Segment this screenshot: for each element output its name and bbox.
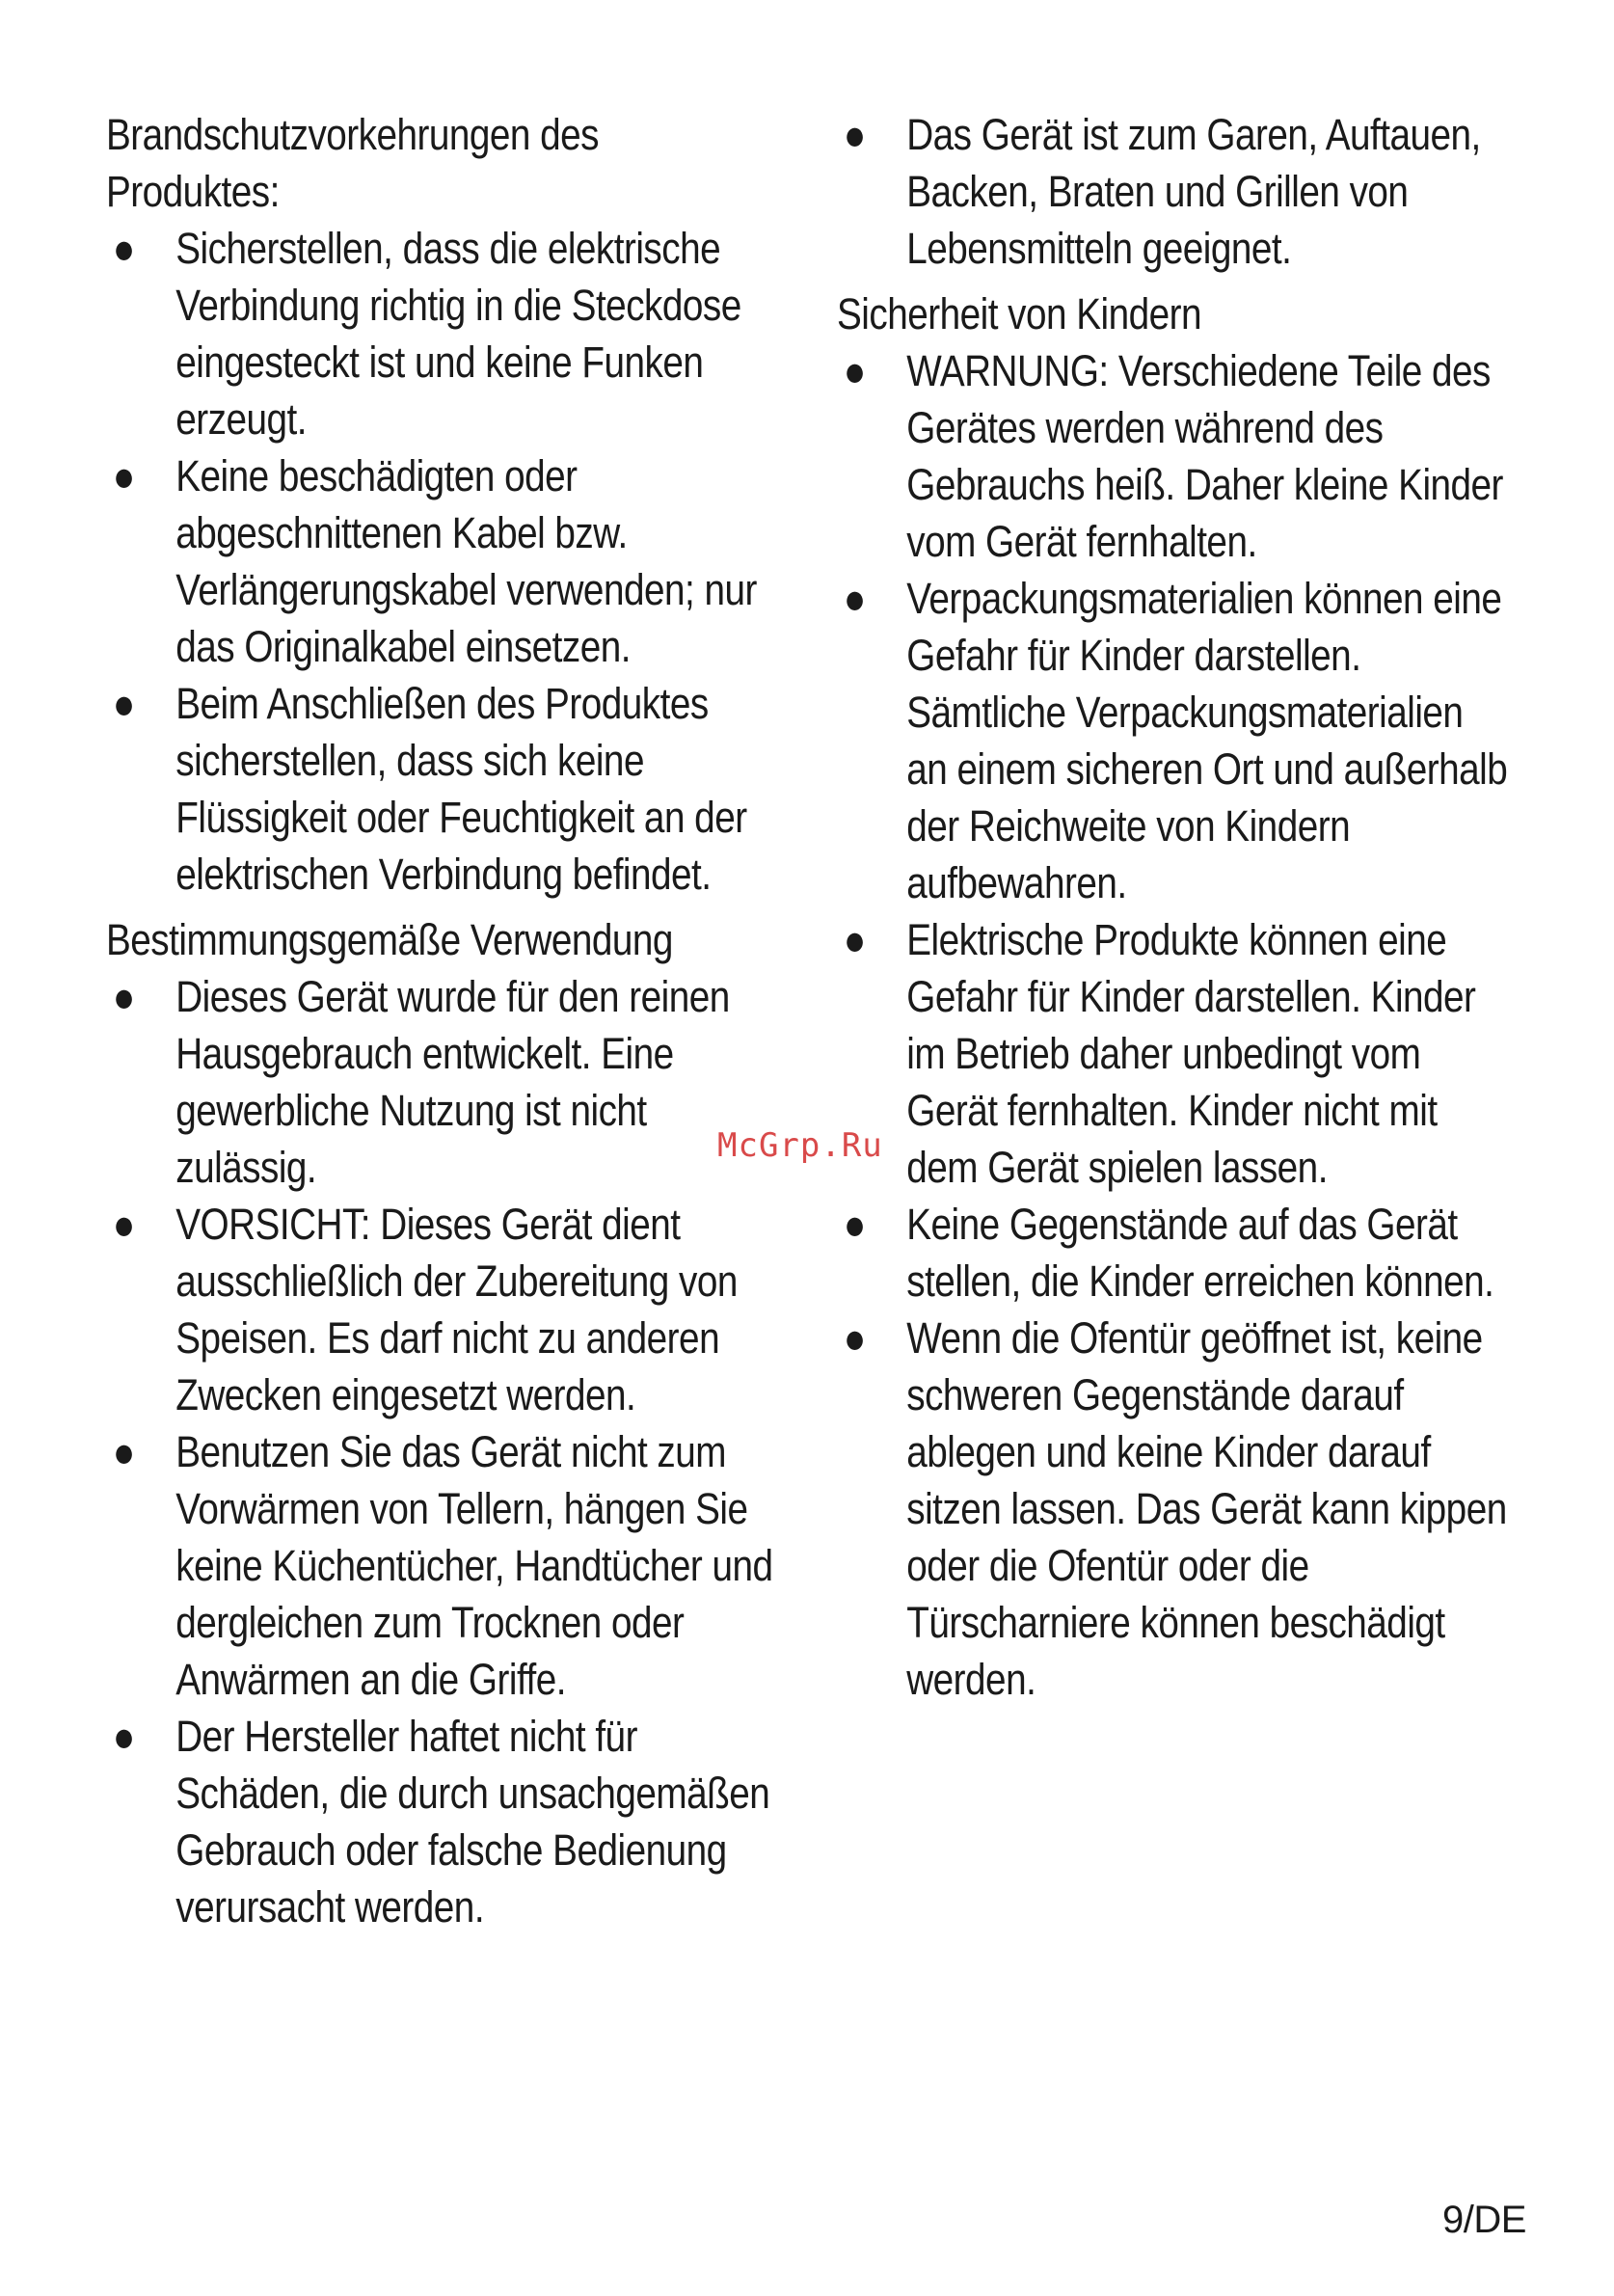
section-heading-child-safety: Sicherheit von Kindern	[837, 289, 1202, 338]
list-item	[837, 106, 1512, 277]
bullet-icon: ●	[843, 1313, 866, 1363]
watermark-link[interactable]: McGrp.Ru	[717, 1126, 883, 1165]
list-item-text: Keine beschädigten oder abgeschnittenen Kabel bzw. Verlängerungskabel verwenden; nur das Originalkabel einsetzen.	[175, 451, 757, 671]
list-item-text: Dieses Gerät wurde für den reinen Hausgebrauch entwickelt. Eine gewerbliche Nutzung ist nicht zulässig.	[175, 972, 730, 1192]
list-item-text: VORSICHT: Dieses Gerät dient ausschließlich der Zubereitung von Speisen. Es darf nicht zu anderen Zwecken eingesetzt werden.	[175, 1200, 738, 1419]
section-heading-intended-use: Bestimmungsgemäße Verwendung	[106, 915, 673, 964]
right-column-text	[837, 106, 1512, 1708]
list-item	[106, 220, 781, 447]
list-item	[837, 342, 1512, 570]
list-item-text: Verpackungsmaterialien können eine Gefahr für Kinder darstellen. Sämtliche Verpackungsmaterialien an einem sicheren Ort und außerhalb der Reichweite von Kindern aufbewahren.	[906, 574, 1508, 907]
bullet-icon: ●	[843, 1200, 866, 1249]
bullet-icon: ●	[112, 1200, 135, 1249]
left-column-text	[106, 106, 781, 1935]
bullet-icon: ●	[843, 915, 866, 964]
list-item	[106, 1708, 781, 1935]
list-item	[837, 911, 1512, 1196]
list-item	[106, 1196, 781, 1423]
intro-paragraph: Brandschutzvorkehrungen des Produktes:	[106, 110, 600, 216]
bullet-icon: ●	[112, 451, 135, 500]
bullet-icon: ●	[112, 1427, 135, 1476]
page-number: 9/DE	[1442, 2199, 1526, 2241]
bullet-icon: ●	[843, 110, 866, 159]
bullet-icon: ●	[843, 346, 866, 395]
list-item-text: Das Gerät ist zum Garen, Auftauen, Backen, Braten und Grillen von Lebensmitteln geeignet.	[906, 110, 1481, 273]
intended-use-list-continued	[837, 106, 1512, 277]
list-item	[106, 675, 781, 903]
intended-use-list	[106, 968, 781, 1935]
list-item-text: Der Hersteller haftet nicht für Schäden, die durch unsachgemäßen Gebrauch oder falsche Bedienung verursacht werden.	[175, 1712, 770, 1931]
bullet-icon: ●	[843, 574, 866, 623]
list-item-text: WARNUNG: Verschiedene Teile des Gerätes werden während des Gebrauchs heiß. Daher kleine Kinder vom Gerät fernhalten.	[906, 346, 1503, 566]
list-item	[837, 570, 1512, 911]
fire-safety-list	[106, 220, 781, 903]
bullet-icon: ●	[112, 972, 135, 1021]
list-item-text: Benutzen Sie das Gerät nicht zum Vorwärmen von Tellern, hängen Sie keine Küchentücher, Handtücher und dergleichen zum Trocknen oder Anwärmen an die Griffe.	[175, 1427, 773, 1704]
list-item-text: Keine Gegenstände auf das Gerät stellen, die Kinder erreichen können.	[906, 1200, 1494, 1306]
list-item	[837, 1310, 1512, 1708]
list-item	[106, 968, 781, 1196]
right-column	[837, 106, 1512, 1708]
list-item-text: Elektrische Produkte können eine Gefahr für Kinder darstellen. Kinder im Betrieb daher unbedingt vom Gerät fernhalten. Kinder nicht mit dem Gerät spielen lassen.	[906, 915, 1476, 1192]
list-item-text: Sicherstellen, dass die elektrische Verbindung richtig in die Steckdose eingesteckt ist und keine Funken erzeugt.	[175, 224, 741, 444]
list-item	[106, 1423, 781, 1708]
left-column	[106, 106, 781, 1935]
bullet-icon: ●	[112, 1712, 135, 1761]
bullet-icon: ●	[112, 679, 135, 728]
bullet-icon: ●	[112, 224, 135, 273]
list-item	[106, 447, 781, 675]
child-safety-list	[837, 342, 1512, 1708]
list-item-text: Wenn die Ofentür geöffnet ist, keine schweren Gegenstände darauf ablegen und keine Kinder darauf sitzen lassen. Das Gerät kann kippen oder die Ofentür oder die Türscharniere können beschädigt werden.	[906, 1313, 1507, 1704]
list-item-text: Beim Anschließen des Produktes sicherstellen, dass sich keine Flüssigkeit oder Feuchtigkeit an der elektrischen Verbindung befindet.	[175, 679, 747, 899]
list-item	[837, 1196, 1512, 1310]
